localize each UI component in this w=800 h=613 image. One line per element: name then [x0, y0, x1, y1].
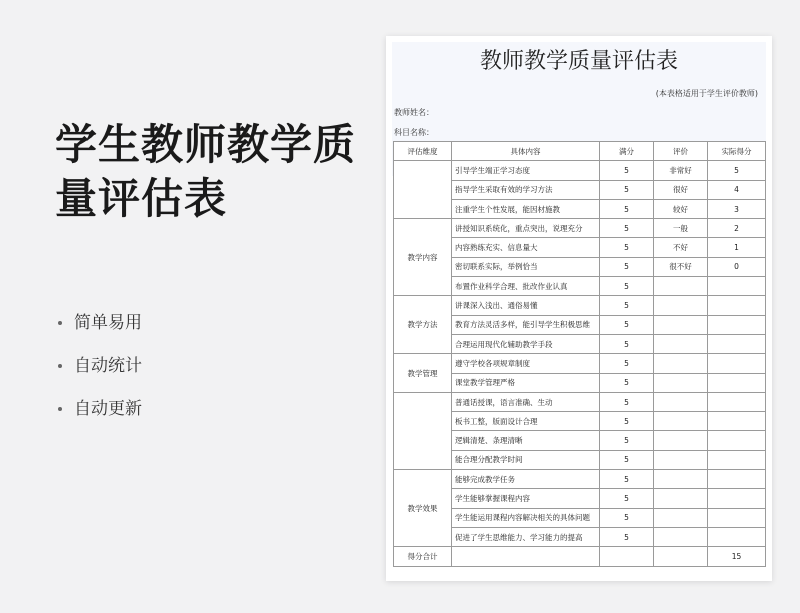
content-cell: 普通话授课，语言准确、生动: [452, 392, 600, 411]
table-row: [394, 219, 766, 238]
rating-cell: 非常好: [654, 161, 708, 180]
total-score: 15: [708, 547, 766, 566]
table-row: [394, 296, 766, 315]
document-preview: [386, 36, 772, 581]
category-cell: [394, 161, 452, 219]
rating-cell: [654, 470, 708, 489]
content-cell: 布置作业科学合理、批改作业认真: [452, 277, 600, 296]
total-blank-cell: [452, 547, 600, 566]
rating-cell: 不好: [654, 238, 708, 257]
score-cell: [708, 527, 766, 546]
rating-cell: [654, 373, 708, 392]
full-score-cell: 5: [600, 431, 654, 450]
content-cell: 板书工整，版面设计合理: [452, 412, 600, 431]
content-cell: 密切联系实际，举例恰当: [452, 257, 600, 276]
score-cell: 4: [708, 180, 766, 199]
rating-cell: [654, 392, 708, 411]
score-cell: 2: [708, 219, 766, 238]
full-score-cell: 5: [600, 373, 654, 392]
score-cell: 1: [708, 238, 766, 257]
category-cell: 教学管理: [394, 354, 452, 393]
content-cell: 教育方法灵活多样，能引导学生积极思维: [452, 315, 600, 334]
content-cell: 能够完成教学任务: [452, 470, 600, 489]
rating-cell: 较好: [654, 199, 708, 218]
table-header-row: [394, 142, 766, 161]
full-score-cell: 5: [600, 296, 654, 315]
rating-cell: [654, 450, 708, 469]
document-note: (本表格适用于学生评价教师): [655, 89, 758, 98]
full-score-cell: 5: [600, 489, 654, 508]
total-blank-cell: [654, 547, 708, 566]
content-cell: 逻辑清楚、条理清晰: [452, 431, 600, 450]
rating-cell: [654, 334, 708, 353]
full-score-cell: 5: [600, 257, 654, 276]
score-cell: [708, 412, 766, 431]
full-score-cell: 5: [600, 412, 654, 431]
feature-item: [58, 308, 142, 351]
score-cell: [708, 315, 766, 334]
full-score-cell: 5: [600, 219, 654, 238]
bullet-icon: [58, 407, 62, 411]
full-score-cell: 5: [600, 238, 654, 257]
feature-label: 自动统计: [74, 356, 142, 376]
content-cell: 讲课深入浅出、通俗易懂: [452, 296, 600, 315]
full-score-cell: 5: [600, 527, 654, 546]
full-score-cell: 5: [600, 277, 654, 296]
rating-cell: [654, 296, 708, 315]
feature-label: 简单易用: [74, 313, 142, 333]
full-score-cell: 5: [600, 315, 654, 334]
header-rating: 评价: [654, 142, 708, 161]
full-score-cell: 5: [600, 470, 654, 489]
feature-item: [58, 394, 142, 437]
category-cell: 教学方法: [394, 296, 452, 354]
table-row: [394, 161, 766, 180]
category-cell: 教学内容: [394, 219, 452, 296]
score-cell: [708, 431, 766, 450]
content-cell: 引导学生端正学习态度: [452, 161, 600, 180]
content-cell: 合理运用现代化辅助教学手段: [452, 334, 600, 353]
rating-cell: [654, 431, 708, 450]
content-cell: 学生能运用课程内容解决相关的具体问题: [452, 508, 600, 527]
bullet-icon: [58, 321, 62, 325]
score-cell: [708, 373, 766, 392]
teacher-name-label: 教师姓名：: [394, 108, 434, 117]
content-cell: 注重学生个性发展，能因材施教: [452, 199, 600, 218]
full-score-cell: 5: [600, 180, 654, 199]
content-cell: 讲授知识系统化，重点突出，说理充分: [452, 219, 600, 238]
header-actual-score: 实际得分: [708, 142, 766, 161]
score-cell: [708, 277, 766, 296]
full-score-cell: 5: [600, 450, 654, 469]
feature-item: [58, 351, 142, 394]
category-cell: [394, 392, 452, 469]
rating-cell: [654, 277, 708, 296]
hero-title: 学生教师教学质量评估表: [55, 120, 357, 223]
full-score-cell: 5: [600, 334, 654, 353]
rating-cell: 一般: [654, 219, 708, 238]
rating-cell: 很不好: [654, 257, 708, 276]
rating-cell: [654, 315, 708, 334]
rating-cell: [654, 489, 708, 508]
table-row: [394, 470, 766, 489]
content-cell: 指导学生采取有效的学习方法: [452, 180, 600, 199]
content-cell: 促进了学生思维能力、学习能力的提高: [452, 527, 600, 546]
header-full-score: 满分: [600, 142, 654, 161]
score-cell: 5: [708, 161, 766, 180]
content-cell: 能合理分配教学时间: [452, 450, 600, 469]
category-cell: 教学效果: [394, 470, 452, 547]
full-score-cell: 5: [600, 508, 654, 527]
table-row: [394, 392, 766, 411]
full-score-cell: 5: [600, 354, 654, 373]
feature-label: 自动更新: [74, 399, 142, 419]
score-cell: [708, 489, 766, 508]
score-cell: 0: [708, 257, 766, 276]
score-cell: [708, 508, 766, 527]
table-row: [394, 354, 766, 373]
rating-cell: [654, 412, 708, 431]
header-content: 具体内容: [452, 142, 600, 161]
total-blank-cell: [600, 547, 654, 566]
full-score-cell: 5: [600, 161, 654, 180]
total-label: 得分合计: [394, 547, 452, 566]
rating-cell: [654, 527, 708, 546]
content-cell: 学生能够掌握课程内容: [452, 489, 600, 508]
subject-name-label: 科目名称：: [394, 128, 434, 137]
score-cell: [708, 470, 766, 489]
total-row: [394, 547, 766, 566]
content-cell: 遵守学校各项规章制度: [452, 354, 600, 373]
document-title: 教师教学质量评估表: [479, 49, 678, 74]
rating-cell: [654, 354, 708, 373]
rating-cell: 很好: [654, 180, 708, 199]
content-cell: 内容熟练充实、信息量大: [452, 238, 600, 257]
header-category: 评估维度: [394, 142, 452, 161]
feature-list: [58, 308, 142, 437]
evaluation-table: [393, 141, 766, 567]
score-cell: [708, 334, 766, 353]
full-score-cell: 5: [600, 199, 654, 218]
bullet-icon: [58, 364, 62, 368]
score-cell: [708, 392, 766, 411]
rating-cell: [654, 508, 708, 527]
score-cell: 3: [708, 199, 766, 218]
content-cell: 课堂教学管理严格: [452, 373, 600, 392]
score-cell: [708, 354, 766, 373]
full-score-cell: 5: [600, 392, 654, 411]
score-cell: [708, 296, 766, 315]
score-cell: [708, 450, 766, 469]
